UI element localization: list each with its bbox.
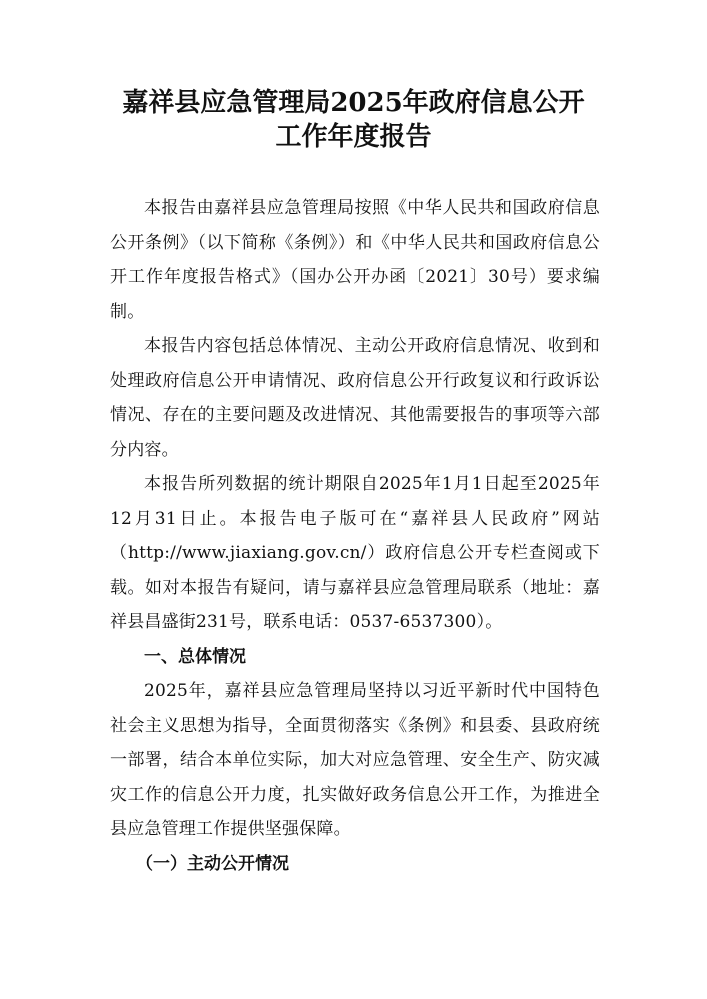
document-body — [110, 191, 600, 881]
overview-paragraph: 2025年，嘉祥县应急管理局坚持以习近平新时代中国特色社会主义思想为指导，全面贯彻落实《条例》和县委、县政府统一部署，结合本单位实际，加大对应急管理、安全生产、防灾减灾工作的信息公开力度，扎实做好政务信息公开工作，为推进全县应急管理工作提供坚强保障。 — [110, 681, 600, 839]
intro-paragraph-3: 本报告所列数据的统计期限自2025年1月1日起至2025年12月31日止。本报告电子版可在“嘉祥县人民政府”网站（http://www.jiaxiang.gov.cn/）政府信息公开专栏查阅或下载。如对本报告有疑问，请与嘉祥县应急管理局联系（地址：嘉祥县昌盛街231号，联系电话：0537-6537300）。 — [110, 474, 600, 632]
document-title-line-2: 工作年度报告 — [275, 122, 432, 152]
intro-paragraph-2: 本报告内容包括总体情况、主动公开政府信息情况、收到和处理政府信息公开申请情况、政府信息公开行政复议和行政诉讼情况、存在的主要问题及改进情况、其他需要报告的事项等六部分内容。 — [110, 336, 600, 460]
subsection-heading-proactive-disclosure: （一）主动公开情况 — [136, 853, 289, 874]
document-title-line-1: 嘉祥县应急管理局2025年政府信息公开 — [122, 88, 585, 118]
section-heading-overview: 一、总体情况 — [144, 646, 246, 667]
intro-paragraph-1: 本报告由嘉祥县应急管理局按照《中华人民共和国政府信息公开条例》（以下简称《条例》）和《中华人民共和国政府信息公开工作年度报告格式》（国办公开办函〔2021〕30号）要求编制。 — [110, 198, 600, 322]
